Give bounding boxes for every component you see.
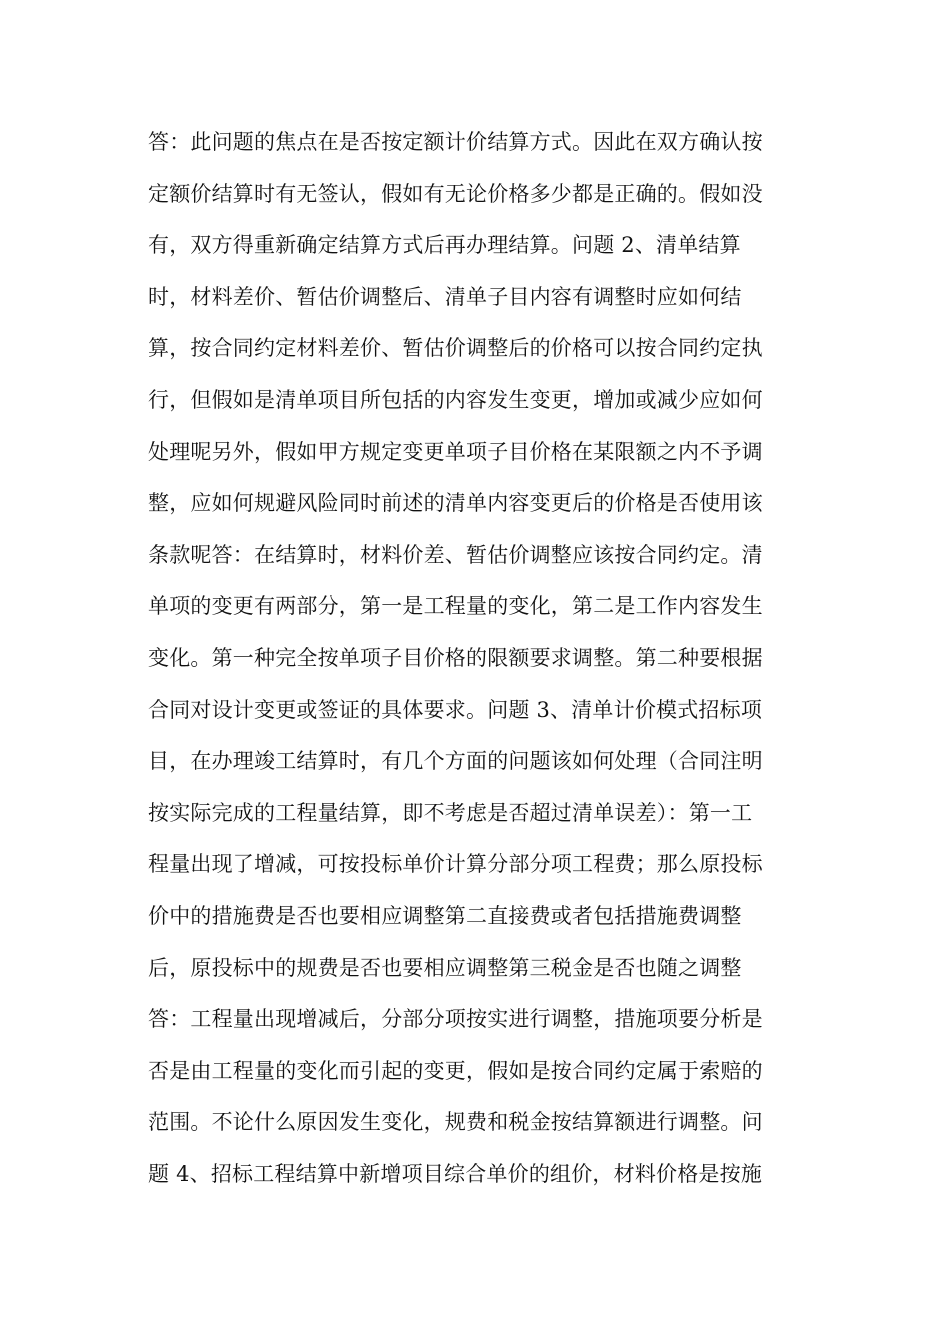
text-line: 算，按合同约定材料差价、暂估价调整后的价格可以按合同约定执 (148, 336, 763, 361)
text-line: 程量出现了增减，可按投标单价计算分部分项工程费；那么原投标 (148, 852, 763, 877)
body-text (148, 117, 808, 1200)
text-line: 答：此问题的焦点在是否按定额计价结算方式。因此在双方确认按 (148, 130, 763, 154)
text-line: 范围。不论什么原因发生变化，规费和税金按结算额进行调整。问 (148, 1110, 763, 1135)
text-line: 答：工程量出现增减后，分部分项按实进行调整，措施项要分析是 (148, 1007, 763, 1032)
text-line: 单项的变更有两部分，第一是工程量的变化，第二是工作内容发生 (148, 594, 763, 619)
text-line: 合同对设计变更或签证的具体要求。问题 3、清单计价模式招标项 (148, 697, 763, 722)
text-line: 价中的措施费是否也要相应调整第二直接费或者包括措施费调整 (148, 903, 742, 928)
text-line: 时，材料差价、暂估价调整后、清单子目内容有调整时应如何结 (148, 284, 742, 309)
text-line: 有，双方得重新确定结算方式后再办理结算。问题 2、清单结算 (148, 233, 741, 258)
text-line: 按实际完成的工程量结算，即不考虑是否超过清单误差）：第一工 (148, 800, 753, 825)
text-line: 目，在办理竣工结算时，有几个方面的问题该如何处理（合同注明 (148, 749, 763, 774)
text-line: 整，应如何规避风险同时前述的清单内容变更后的价格是否使用该 (148, 491, 763, 516)
text-line: 后，原投标中的规费是否也要相应调整第三税金是否也随之调整 (148, 955, 742, 980)
text-line: 定额价结算时有无签认，假如有无论价格多少都是正确的。假如没 (148, 181, 763, 206)
text-line: 处理呢另外，假如甲方规定变更单项子目价格在某限额之内不予调 (148, 439, 763, 464)
text-line: 变化。第一种完全按单项子目价格的限额要求调整。第二种要根据 (148, 645, 763, 670)
text-line: 行，但假如是清单项目所包括的内容发生变更，增加或减少应如何 (148, 387, 763, 412)
text-line: 条款呢答：在结算时，材料价差、暂估价调整应该按合同约定。清 (148, 542, 763, 567)
text-line: 题 4、招标工程结算中新增项目综合单价的组价，材料价格是按施 (148, 1161, 763, 1186)
text-line: 否是由工程量的变化而引起的变更，假如是按合同约定属于索赔的 (148, 1058, 763, 1083)
